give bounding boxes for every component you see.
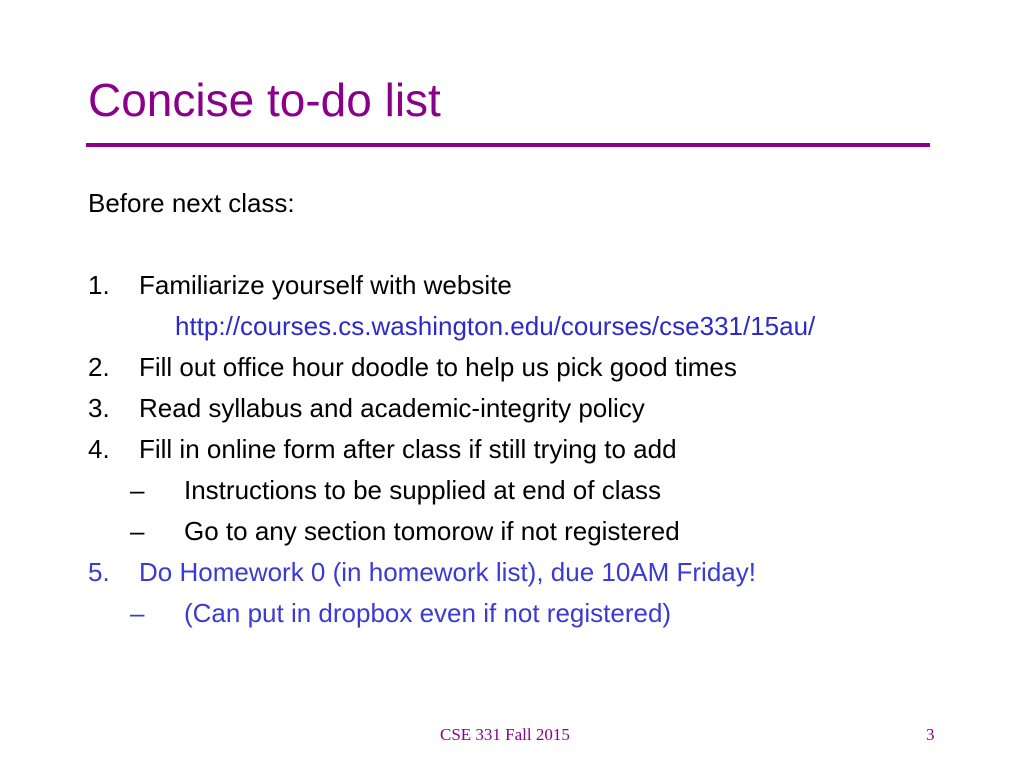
title-divider	[86, 143, 930, 147]
list-number: 1.	[88, 270, 110, 300]
website-link[interactable]: http://courses.cs.washington.edu/courses/cse331/15au/	[175, 311, 816, 341]
list-text: Do Homework 0 (in homework list), due 10AM Friday!	[139, 557, 756, 587]
dash-bullet: –	[130, 516, 145, 546]
footer-course: CSE 331 Fall 2015	[440, 725, 570, 744]
slide-title: Concise to-do list	[88, 74, 441, 126]
list-number: 3.	[88, 393, 110, 423]
list-number: 2.	[88, 352, 110, 382]
dash-bullet: –	[130, 475, 145, 505]
sub-item-text: Go to any section tomorow if not registered	[184, 516, 680, 546]
list-number: 4.	[88, 434, 110, 464]
intro-text: Before next class:	[88, 188, 295, 218]
list-number: 5.	[88, 557, 110, 587]
list-text: Fill out office hour doodle to help us pick good times	[139, 352, 737, 382]
list-text: Fill in online form after class if still trying to add	[139, 434, 677, 464]
list-text: Read syllabus and academic-integrity policy	[139, 393, 645, 423]
sub-item-text: (Can put in dropbox even if not registered)	[184, 598, 672, 628]
dash-bullet: –	[130, 598, 145, 628]
list-text: Familiarize yourself with website	[139, 270, 512, 300]
page-number: 3	[926, 725, 935, 744]
sub-item-text: Instructions to be supplied at end of class	[184, 475, 661, 505]
website-link-row	[175, 309, 815, 343]
